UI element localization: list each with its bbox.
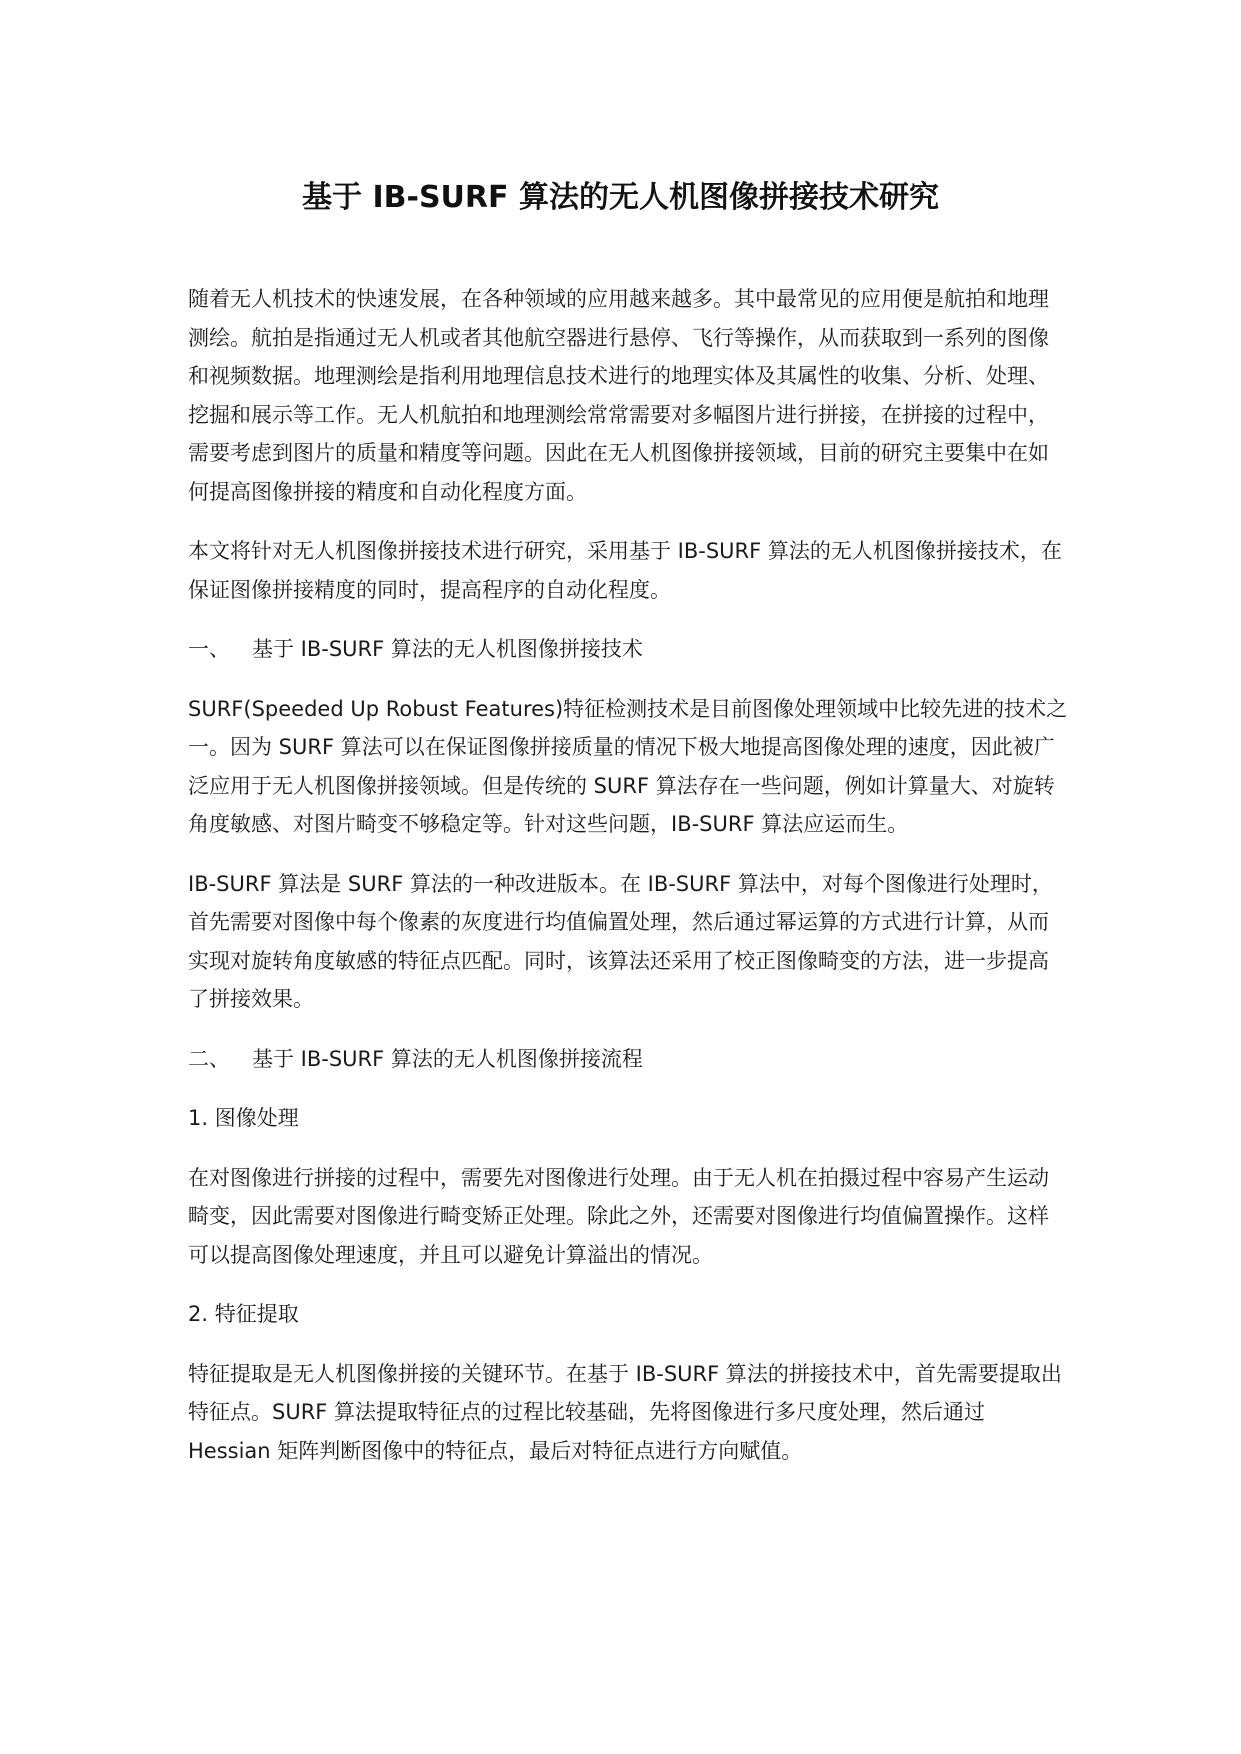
document-body <box>188 280 1068 1491</box>
section-number: 二、 <box>188 1046 230 1071</box>
section-heading-text: 基于 IB-SURF 算法的无人机图像拼接流程 <box>252 1046 643 1071</box>
paragraph-feature-extraction: 特征提取是无人机图像拼接的关键环节。在基于 IB-SURF 算法的拼接技术中，首先需要提取出特征点。SURF 算法提取特征点的过程比较基础，先将图像进行多尺度处理，然后通过 Hessian 矩阵判断图像中的特征点，最后对特征点进行方向赋值。 <box>188 1361 1062 1463</box>
document-title: 基于 IB-SURF 算法的无人机图像拼接技术研究 <box>302 180 939 215</box>
subsection-heading-feature-extraction: 2. 特征提取 <box>188 1302 299 1326</box>
section-heading-1 <box>188 630 1068 669</box>
paragraph-surf-intro: SURF(Speeded Up Robust Features)特征检测技术是目前图像处理领域中比较先进的技术之一。因为 SURF 算法可以在保证图像拼接质量的情况下极大地提高图像处理的速度，因此被广泛应用于无人机图像拼接领域。但是传统的 SURF 算法存在一些问题，例如计算量大、对旋转角度敏感、对图片畸变不够稳定等。针对这些问题，IB-SURF 算法应运而生。 <box>188 696 1068 836</box>
paragraph-purpose: 本文将针对无人机图像拼接技术进行研究，采用基于 IB-SURF 算法的无人机图像拼接技术，在保证图像拼接精度的同时，提高程序的自动化程度。 <box>188 539 1062 602</box>
section-number: 一、 <box>188 637 230 661</box>
paragraph-intro: 随着无人机技术的快速发展，在各种领域的应用越来越多。其中最常见的应用便是航拍和地理测绘。航拍是指通过无人机或者其他航空器进行悬停、飞行等操作，从而获取到一系列的图像和视频数据。地理测绘是指利用地理信息技术进行的地理实体及其属性的收集、分析、处理、挖掘和展示等工作。无人机航拍和地理测绘常常需要对多幅图片进行拼接，在拼接的过程中，需要考虑到图片的质量和精度等问题。因此在无人机图像拼接领域，目前的研究主要集中在如何提高图像拼接的精度和自动化程度方面。 <box>188 287 1049 504</box>
paragraph-ib-surf: IB-SURF 算法是 SURF 算法的一种改进版本。在 IB-SURF 算法中，对每个图像进行处理时，首先需要对图像中每个像素的灰度进行均值偏置处理，然后通过幂运算的方式进行计算，从而实现对旋转角度敏感的特征点匹配。同时，该算法还采用了校正图像畸变的方法，进一步提高了拼接效果。 <box>188 871 1053 1011</box>
section-heading-2 <box>188 1040 1068 1079</box>
subsection-heading-image-processing: 1. 图像处理 <box>188 1106 299 1130</box>
section-heading-text: 基于 IB-SURF 算法的无人机图像拼接技术 <box>252 637 643 661</box>
paragraph-image-processing: 在对图像进行拼接的过程中，需要先对图像进行处理。由于无人机在拍摄过程中容易产生运动畸变，因此需要对图像进行畸变矫正处理。除此之外，还需要对图像进行均值偏置操作。这样可以提高图像处理速度，并且可以避免计算溢出的情况。 <box>188 1165 1049 1267</box>
